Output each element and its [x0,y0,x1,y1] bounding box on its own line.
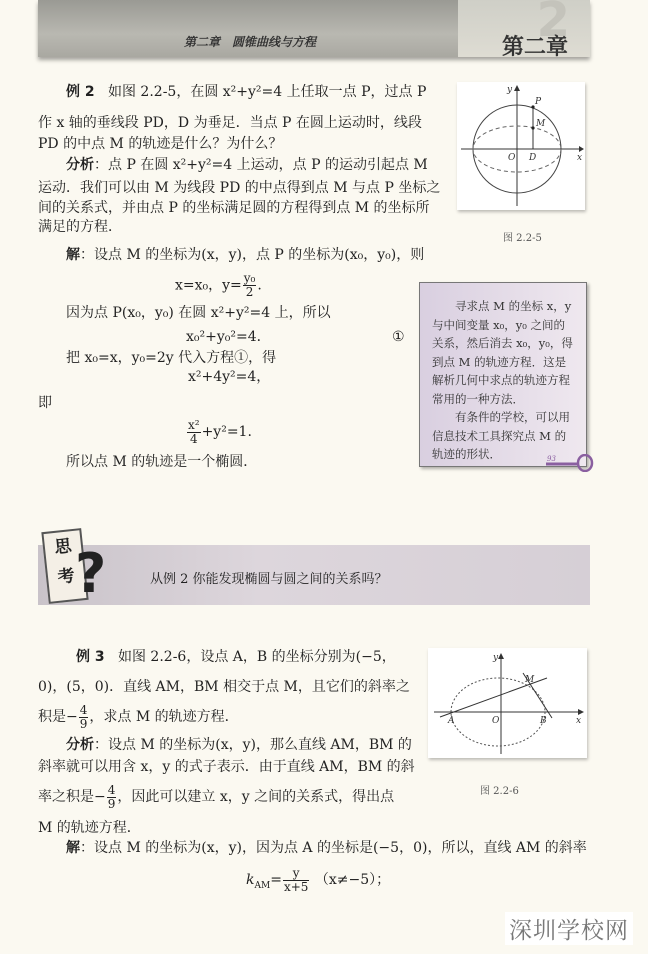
eq1-numerator: y₀ [243,271,256,285]
ex3-line-1 [76,647,396,667]
running-title: 第二章 圆锥曲线与方程 [184,35,317,49]
ex2-analysis-2: 运动．我们可以由 M 为线段 PD 的中点得到点 M 与点 P 坐标之 [38,180,441,196]
ex3-solution-label: 解 [66,840,80,856]
chapter-tab-label: 第二章 [501,35,568,60]
ex3-analysis-text: ：设点 M 的坐标为(x，y)，那么直线 AM，BM 的 [94,737,412,753]
side-note [419,282,587,467]
frac-denominator: 9 [107,796,116,811]
eq2-marker: ① [392,329,405,345]
ex3-analysis-4: M 的轨迹方程． [38,820,141,836]
slope-product-fraction [79,704,89,731]
figure-2-2-6-caption: 图 2.2-6 [480,786,519,797]
ex2-text: 如图 2.2-5，在圆 x²+y²=4 上任取一点 P，过点 P [107,84,427,100]
think-char-2: 考 [56,566,76,588]
ex2-solution-1 [66,245,424,265]
note-paragraph-1: 寻求点 M 的坐标 x，y 与中间变量 x₀，y₀ 之间的关系，然后消去 x₀，y₀，得到点 M 的轨迹方程．这是解析几何中求点的轨迹方程常用的一种方法． [432,299,573,406]
figure-2-2-5-caption: 图 2.2-5 [503,233,542,244]
eq4-fraction [187,419,201,446]
ex2-ie: 即 [38,395,52,411]
ex2-eq3: x²+4y²=4， [188,369,271,385]
analysis-fraction [107,784,117,811]
ex3-line-2: 0)，(5，0)．直线 AM，BM 相交于点 M，且它们的斜率之 [38,679,410,695]
ex2-analysis-4: 满足的方程． [38,219,122,235]
key-number: 93 [547,455,556,463]
analysis-label: 分析 [66,157,94,173]
ex3-label: 例 3 [76,649,105,665]
question-mark-icon: ? [75,542,107,605]
solution-text: ：设点 M 的坐标为(x，y)，点 P 的坐标为(x₀，y₀)，则 [80,247,425,263]
chapter-number: 2 [536,0,570,48]
ex2-conclusion: 所以点 M 的轨迹是一个椭圆． [66,454,258,470]
chapter-tab [458,0,590,60]
ex2-eq2: x₀²+y₀²=4． [186,329,271,345]
k-symbol: k [246,872,255,888]
ellipse-diagram [428,648,587,758]
label-o: O [492,716,500,726]
eq4-denominator: 4 [189,431,198,446]
y-arrow-icon [498,653,504,659]
solution-label: 解 [66,247,80,263]
k-subscript: AM [254,880,271,891]
ex3-text: 如图 2.2-6，设点 A，B 的坐标分别为(−5， [117,649,396,665]
x-arrow-icon [579,146,584,152]
ex3-analysis-2: 斜率就可以用含 x，y 的式子表示．由于直线 AM，BM 的斜 [38,759,415,775]
ex2-analysis-1 [66,155,428,175]
ex2-eq1 [175,272,262,299]
chapter-header [38,0,590,60]
eq1-denominator: 2 [245,285,254,299]
analysis-text: ：点 P 在圆 x²+y²=4 上运动，点 P 的运动引起点 M [94,157,428,173]
label-m: M [525,675,535,685]
ex3-analysis-label: 分析 [66,737,94,753]
note-paragraph-2: 有条件的学校，可以用信息技术工具探究点 M 的轨迹的形状． [432,410,570,461]
eq4-numerator: x² [188,417,200,432]
label-d: D [529,153,537,163]
label-b: B [540,716,547,726]
label-p: P [535,97,542,107]
label-o: O [508,153,516,163]
k-condition: （x≠−5）； [314,872,391,888]
point-m [531,126,534,129]
ex2-line-2: 作 x 轴的垂线段 PD，D 为垂足．当点 P 在圆上运动时，线段 [38,115,422,131]
ex3-analysis3-a: 率之积是− [38,789,106,805]
frac-numerator: 4 [107,782,116,797]
ex2-eq4 [186,418,252,446]
ex2-line-1 [66,82,426,102]
label-m: M [536,119,546,129]
figure-2-2-6 [428,648,587,758]
think-question: 从例 2 你能发现椭圆与圆之间的关系吗？ [150,572,388,587]
think-char-1: 思 [53,536,73,558]
ex3-analysis3-b: ，因此可以建立 x，y 之间的关系式，得出点 [117,789,395,805]
k-denominator: x+5 [283,879,309,894]
ex2-line-3: PD 的中点 M 的轨迹是什么？为什么？ [38,136,283,152]
ex2-analysis-3: 间的关系式，并由点 P 的坐标满足圆的方程得到点 M 的坐标所 [38,200,430,216]
label-a: A [448,716,455,726]
eq4-rest: +y²=1. [201,424,252,440]
y-arrow-icon [514,85,520,91]
label-y: y [493,653,499,663]
key-icon [544,454,594,472]
label-x: x [577,153,583,163]
k-numerator: y [283,867,309,881]
ex2-label: 例 2 [66,84,95,100]
watermark: 深圳学校网 [505,912,633,945]
circle-diagram [457,82,585,210]
ex2-substitute-line: 把 x₀=x，y₀=2y 代入方程①，得 [66,350,277,366]
k-equals: = [270,872,282,888]
x-arrow-icon [578,709,584,715]
ex3-analysis-1 [66,735,412,755]
ex3-line-3 [38,702,239,732]
label-y: y [507,85,513,95]
figure-2-2-5 [457,82,585,210]
frac-denominator: 9 [79,716,88,731]
label-x: x [576,716,582,726]
eq1-left: x=x₀，y= [175,277,242,294]
k-fraction [283,867,309,894]
ex3-solution-1 [66,838,587,858]
ex3-line3-a: 积是− [38,709,78,725]
think-icon [45,530,111,606]
ex3-k-am-equation [246,864,390,902]
ex3-solution-text: ：设点 M 的坐标为(x，y)，因为点 A 的坐标是(−5，0)，所以，直线 AM 的斜率 [80,840,587,856]
eq1-end: . [257,277,262,294]
ex3-analysis-3 [38,782,394,812]
ex2-because-line: 因为点 P(x₀，y₀) 在圆 x²+y²=4 上，所以 [66,305,331,321]
frac-numerator: 4 [79,702,88,717]
ex3-line3-b: ，求点 M 的轨迹方程． [89,709,239,725]
eq1-fraction [243,272,257,299]
